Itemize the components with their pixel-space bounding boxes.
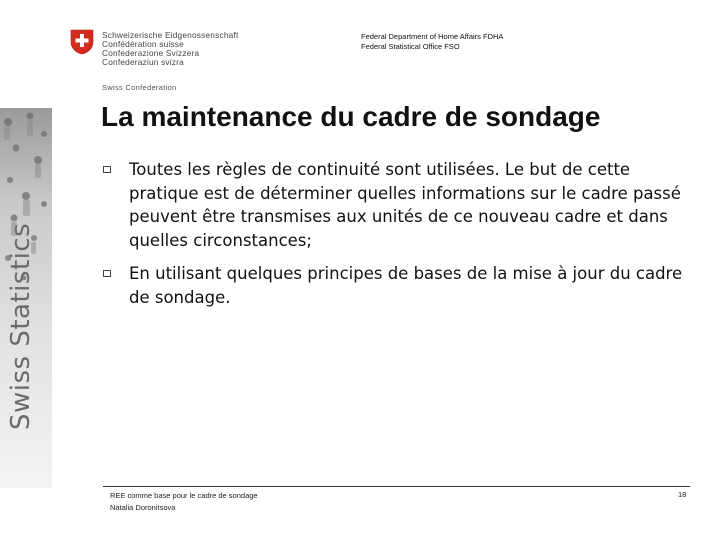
office-name: Federal Statistical Office FSO (361, 42, 460, 51)
slide-title: La maintenance du cadre de sondage (101, 101, 601, 132)
swiss-statistics-label: Swiss Statistics (6, 222, 36, 430)
swiss-coat-of-arms-icon (70, 29, 94, 55)
confederation-names (102, 31, 238, 67)
sidebar-photo-strip (0, 108, 52, 488)
department-info (361, 32, 503, 52)
bullet-list (103, 158, 683, 319)
confederation-name-rm: Confederaziun svizra (102, 57, 184, 68)
list-item (103, 262, 683, 309)
bullet-text: En utilisant quelques principes de bases de la mise à jour du cadre de sondage. (129, 264, 683, 307)
square-bullet-icon (103, 166, 111, 173)
confederation-name-en: Swiss Confederation (102, 83, 177, 92)
page-number: 18 (678, 490, 687, 499)
footer-author: Natalia Doronitsova (110, 503, 176, 512)
footer (110, 490, 258, 514)
confederation-name-it: Confederazione Svizzera (102, 48, 200, 59)
bullet-text: Toutes les règles de continuité sont utilisées. Le but de cette pratique est de déterminer quelles informations sur le cadre passé peuvent être transmises aux unités de ce nouveau cadre et dans quelles circonstances; (129, 160, 681, 250)
footer-presentation-title: REE comme base pour le cadre de sondage (110, 491, 258, 500)
confederation-name-fr: Confédération suisse (102, 39, 184, 50)
department-name: Federal Department of Home Affairs FDHA (361, 32, 504, 41)
list-item (103, 158, 683, 252)
square-bullet-icon (103, 270, 111, 277)
confederation-name-de: Schweizerische Eidgenossenschaft (102, 30, 239, 40)
footer-divider (103, 486, 690, 487)
